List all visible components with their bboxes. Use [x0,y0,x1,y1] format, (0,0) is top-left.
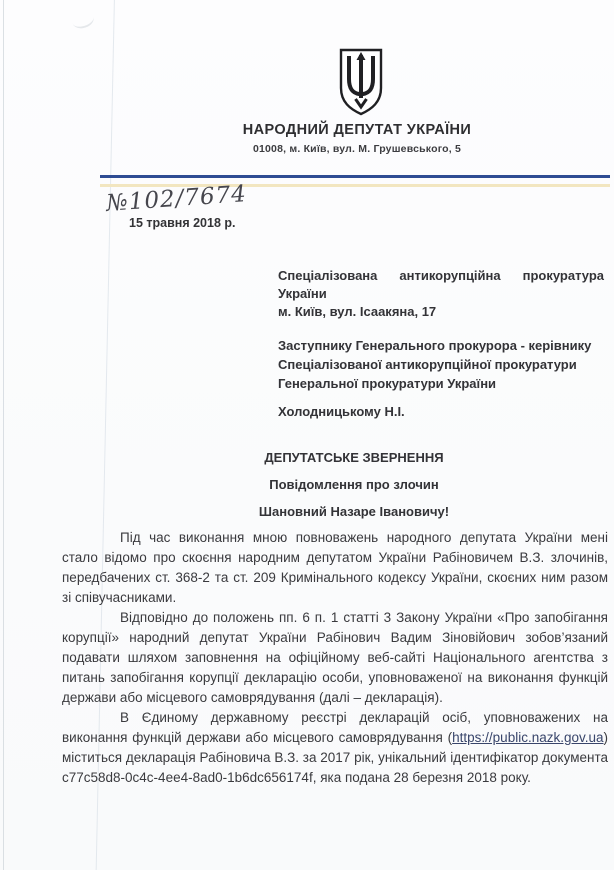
body-paragraph-3 [62,708,608,788]
recipient-office-block [278,267,604,321]
flag-rule-blue [100,175,610,178]
body-paragraph-3-text: ) міститься декларація Рабіновича В.З. за 2017 рік, унікальний ідентифікатор документа c77c58d8-0c4c-4ee4-8ad0-1b6dc656174f, яка подана 28 березня 2018 року. [62,730,608,785]
ukraine-trident-emblem-icon [338,48,384,116]
letter-date: 15 травня 2018 р. [129,216,236,230]
stray-pen-mark [70,9,96,31]
body-paragraph-3-text: В Єдиному державному реєстрі декларацій осіб, уповноважених на виконання функцій держави або місцевого самоврядування ( [62,710,608,745]
recipient-addressee-line: Спеціалізованої антикорупційної прокуратури [278,357,577,372]
org-name: НАРОДНИЙ ДЕПУТАТ УКРАЇНИ [242,122,472,138]
recipient-person-name: Холодницькому Н.І. [278,404,405,419]
document-title: ДЕПУТАТСЬКЕ ЗВЕРНЕННЯ [264,450,444,465]
recipient-office-line: м. Київ, вул. Ісаакяна, 17 [278,304,437,319]
recipient-addressee-line: Заступнику Генерального прокурора - керівнику [278,338,592,353]
document-subtitle: Повідомлення про злочин [269,477,439,492]
scan-edge-artifact [3,0,4,870]
handwritten-registration-number: №102/7674 [105,181,248,217]
org-address: 01008, м. Київ, вул. М. Грушевського, 5 [252,143,462,155]
recipient-addressee-line: Генеральної прокуратури України [278,376,497,391]
body-paragraph-2: Відповідно до положень пп. 6 п. 1 статті 3 Закону України «Про запобігання корупції» народний депутат України Рабінович Вадим Зіновійович зобов’язаний подавати шляхом заповнення на офіційному веб-сайті Національного агентства з питань запобігання корупції декларацію особи, уповноваженої на виконання функцій держави або місцевого самоврядування (далі – декларація). [62,610,608,705]
registry-url-text: https://public.nazk.gov.ua [452,730,604,745]
letter-body [62,528,608,788]
recipient-office-line: Спеціалізована антикорупційна прокуратура [278,268,604,283]
body-paragraph-1: Під час виконання мною повноважень народного депутата України мені стало відомо про скоєння народним депутатом України Рабіновичем В.З. злочинів, передбачених ст. 368-2 та ст. 209 Кримінального кодексу України, скоєних ним разом зі співучасниками. [62,530,608,605]
recipient-addressee-block [278,336,610,393]
salutation: Шановний Назаре Івановичу! [258,504,450,519]
recipient-office-line: України [278,286,327,301]
